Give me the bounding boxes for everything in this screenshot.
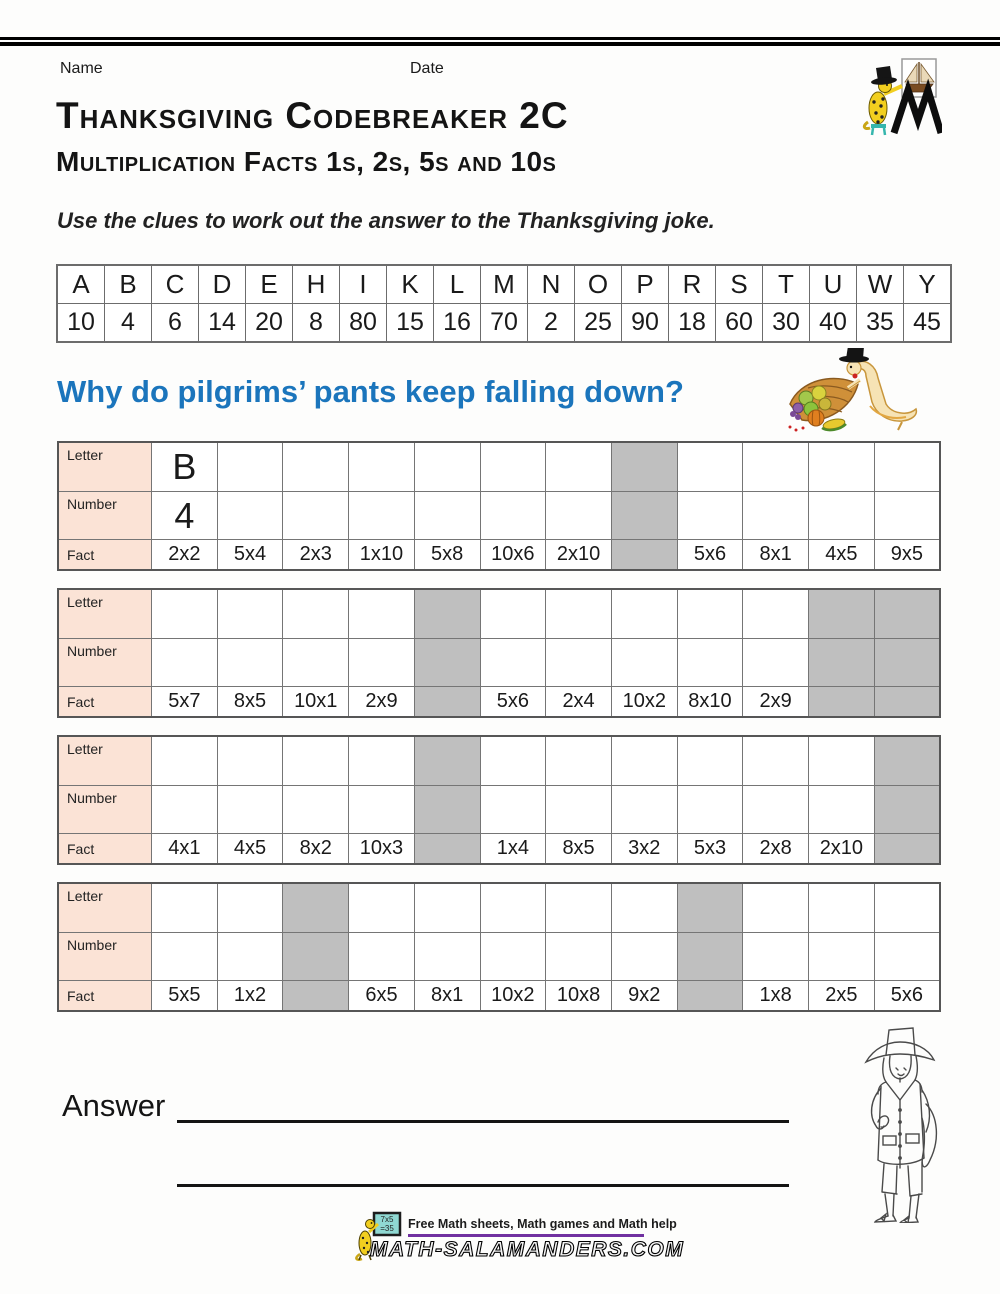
code-letter-cell: D <box>199 265 246 304</box>
code-number-cell: 18 <box>669 304 716 343</box>
row-label-fact: Fact <box>58 540 152 571</box>
grid-3-number-cell-2[interactable] <box>217 786 283 834</box>
code-letter-cell: S <box>716 265 763 304</box>
grid-3-fact-cell-8: 3x2 <box>611 834 677 865</box>
code-number-cell: 80 <box>340 304 387 343</box>
grid-4-fact-cell-5: 8x1 <box>414 981 480 1012</box>
answer-line-1[interactable] <box>177 1120 789 1123</box>
grid-4-number-cell-7[interactable] <box>546 933 612 981</box>
code-letter-cell: B <box>105 265 152 304</box>
grid-2-letter-cell-12 <box>874 589 940 639</box>
footer-brand <box>352 1208 685 1272</box>
row-label-number: Number <box>58 933 152 981</box>
grid-2-letter-cell-11 <box>809 589 875 639</box>
grid-2-number-cell-3[interactable] <box>283 639 349 687</box>
grid-2-number-cell-1[interactable] <box>152 639 218 687</box>
grid-2-fact-cell-10: 2x9 <box>743 687 809 718</box>
grid-1-number-cell-8 <box>611 492 677 540</box>
grid-3-number-cell-6[interactable] <box>480 786 546 834</box>
grid-1-letter-cell-10[interactable] <box>743 442 809 492</box>
code-number-cell: 25 <box>575 304 622 343</box>
grid-3-fact-cell-1: 4x1 <box>152 834 218 865</box>
grid-1-number-cell-7[interactable] <box>546 492 612 540</box>
code-letter-cell: O <box>575 265 622 304</box>
code-number-cell: 16 <box>434 304 481 343</box>
salamander-mayflower-logo-icon <box>858 56 942 136</box>
grid-3-letter-cell-2[interactable] <box>217 736 283 786</box>
grid-2-letter-cell-1[interactable] <box>152 589 218 639</box>
grid-2-letter-cell-7[interactable] <box>546 589 612 639</box>
grid-1-letter-cell-9[interactable] <box>677 442 743 492</box>
code-number-cell: 10 <box>57 304 105 343</box>
grid-1-fact-cell-8 <box>611 540 677 571</box>
grid-4-letter-cell-4[interactable] <box>349 883 415 933</box>
grid-2-letter-cell-2[interactable] <box>217 589 283 639</box>
grid-2-number-cell-6[interactable] <box>480 639 546 687</box>
grid-2-fact-cell-8: 10x2 <box>611 687 677 718</box>
answer-label: Answer <box>62 1088 166 1123</box>
grid-2-letter-cell-9[interactable] <box>677 589 743 639</box>
grid-3-letter-cell-6[interactable] <box>480 736 546 786</box>
row-label-letter: Letter <box>58 442 152 492</box>
grid-4-fact-cell-1: 5x5 <box>152 981 218 1012</box>
grid-2-fact-cell-5 <box>414 687 480 718</box>
grid-4-letter-cell-9 <box>677 883 743 933</box>
code-number-cell: 4 <box>105 304 152 343</box>
grid-1-letter-cell-2[interactable] <box>217 442 283 492</box>
code-number-cell: 20 <box>246 304 293 343</box>
grid-1-number-cell-12[interactable] <box>874 492 940 540</box>
grid-3-letter-cell-3[interactable] <box>283 736 349 786</box>
grid-1-letter-cell-12[interactable] <box>874 442 940 492</box>
footer-board-line2: =35 <box>380 1224 394 1233</box>
grid-2-letter-cell-3[interactable] <box>283 589 349 639</box>
grid-2-fact-cell-1: 5x7 <box>152 687 218 718</box>
grid-3-number-cell-8[interactable] <box>611 786 677 834</box>
grid-2-fact-cell-9: 8x10 <box>677 687 743 718</box>
code-letter-cell: E <box>246 265 293 304</box>
row-label-letter: Letter <box>58 883 152 933</box>
grid-1-fact-cell-3: 2x3 <box>283 540 349 571</box>
grid-1-number-cell-9[interactable] <box>677 492 743 540</box>
grid-4-number-cell-3 <box>283 933 349 981</box>
grid-2-number-cell-12 <box>874 639 940 687</box>
grid-3-fact-cell-6: 1x4 <box>480 834 546 865</box>
grid-1-fact-cell-6: 10x6 <box>480 540 546 571</box>
grid-2-number-cell-2[interactable] <box>217 639 283 687</box>
grid-1-number-cell-1: 4 <box>152 492 218 540</box>
grid-3-number-cell-3[interactable] <box>283 786 349 834</box>
worksheet-subtitle: Multiplication Facts 1s, 2s, 5s and 10s <box>56 146 557 177</box>
grid-1-letter-cell-3[interactable] <box>283 442 349 492</box>
grid-4-fact-cell-3 <box>283 981 349 1012</box>
answer-grid-4 <box>57 882 941 1012</box>
footer-board-line1: 7x5 <box>380 1215 394 1224</box>
answer-grid-1 <box>57 441 941 571</box>
footer-tagline: Free Math sheets, Math games and Math help <box>408 1217 677 1231</box>
grid-4-number-cell-6[interactable] <box>480 933 546 981</box>
grid-3-letter-cell-5 <box>414 736 480 786</box>
grid-4-fact-cell-4: 6x5 <box>349 981 415 1012</box>
grid-1-number-cell-4[interactable] <box>349 492 415 540</box>
grid-4-letter-cell-7[interactable] <box>546 883 612 933</box>
code-letter-cell: T <box>763 265 810 304</box>
grid-1-letter-cell-5[interactable] <box>414 442 480 492</box>
grid-3-fact-cell-3: 8x2 <box>283 834 349 865</box>
code-number-cell: 45 <box>904 304 952 343</box>
grid-3-number-cell-1[interactable] <box>152 786 218 834</box>
grid-3-letter-cell-8[interactable] <box>611 736 677 786</box>
row-label-letter: Letter <box>58 589 152 639</box>
grid-1-number-cell-2[interactable] <box>217 492 283 540</box>
grid-2-number-cell-10[interactable] <box>743 639 809 687</box>
grid-2-number-cell-8[interactable] <box>611 639 677 687</box>
code-letter-cell: N <box>528 265 575 304</box>
code-number-cell: 60 <box>716 304 763 343</box>
row-label-number: Number <box>58 639 152 687</box>
code-letter-cell: C <box>152 265 199 304</box>
code-letter-cell: Y <box>904 265 952 304</box>
grid-1-letter-cell-11[interactable] <box>809 442 875 492</box>
grid-1-fact-cell-11: 4x5 <box>809 540 875 571</box>
name-label: Name <box>60 60 103 77</box>
row-label-letter: Letter <box>58 736 152 786</box>
code-letter-cell: R <box>669 265 716 304</box>
grid-1-fact-cell-1: 2x2 <box>152 540 218 571</box>
grid-3-fact-cell-2: 4x5 <box>217 834 283 865</box>
code-number-cell: 70 <box>481 304 528 343</box>
grid-1-fact-cell-12: 9x5 <box>874 540 940 571</box>
grid-3-number-cell-12 <box>874 786 940 834</box>
grid-3-number-cell-5 <box>414 786 480 834</box>
grid-4-letter-cell-3 <box>283 883 349 933</box>
grid-3-fact-cell-12 <box>874 834 940 865</box>
grid-1-number-cell-6[interactable] <box>480 492 546 540</box>
worksheet-title: Thanksgiving Codebreaker 2C <box>56 95 569 136</box>
grid-1-fact-cell-4: 1x10 <box>349 540 415 571</box>
grid-2-number-cell-7[interactable] <box>546 639 612 687</box>
code-number-cell: 8 <box>293 304 340 343</box>
grid-4-number-cell-1[interactable] <box>152 933 218 981</box>
grid-4-fact-cell-10: 1x8 <box>743 981 809 1012</box>
grid-3-fact-cell-10: 2x8 <box>743 834 809 865</box>
code-letter-cell: H <box>293 265 340 304</box>
row-label-number: Number <box>58 786 152 834</box>
instruction-text: Use the clues to work out the answer to the Thanksgiving joke. <box>57 208 715 233</box>
grid-4-number-cell-5[interactable] <box>414 933 480 981</box>
grid-1-letter-cell-7[interactable] <box>546 442 612 492</box>
grid-1-fact-cell-7: 2x10 <box>546 540 612 571</box>
code-letter-cell: L <box>434 265 481 304</box>
grid-2-fact-cell-2: 8x5 <box>217 687 283 718</box>
grid-3-letter-cell-1[interactable] <box>152 736 218 786</box>
grid-1-letter-cell-6[interactable] <box>480 442 546 492</box>
code-letter-cell: A <box>57 265 105 304</box>
code-letter-cell: M <box>481 265 528 304</box>
grid-4-letter-cell-10[interactable] <box>743 883 809 933</box>
date-label: Date <box>410 60 444 77</box>
grid-1-letter-cell-4[interactable] <box>349 442 415 492</box>
code-number-cell: 15 <box>387 304 434 343</box>
grid-4-number-cell-11[interactable] <box>809 933 875 981</box>
grid-1-number-cell-10[interactable] <box>743 492 809 540</box>
grid-2-fact-cell-7: 2x4 <box>546 687 612 718</box>
grid-1-letter-cell-1: B <box>152 442 218 492</box>
grid-3-number-cell-9[interactable] <box>677 786 743 834</box>
grid-2-fact-cell-11 <box>809 687 875 718</box>
grid-3-number-cell-10[interactable] <box>743 786 809 834</box>
grid-3-fact-cell-11: 2x10 <box>809 834 875 865</box>
grid-3-fact-cell-4: 10x3 <box>349 834 415 865</box>
code-letter-cell: U <box>810 265 857 304</box>
grid-2-fact-cell-3: 10x1 <box>283 687 349 718</box>
grid-3-number-cell-11[interactable] <box>809 786 875 834</box>
grid-4-fact-cell-11: 2x5 <box>809 981 875 1012</box>
code-letter-cell: P <box>622 265 669 304</box>
grid-3-letter-cell-10[interactable] <box>743 736 809 786</box>
code-number-cell: 6 <box>152 304 199 343</box>
grid-1-number-cell-11[interactable] <box>809 492 875 540</box>
code-number-cell: 90 <box>622 304 669 343</box>
grid-3-letter-cell-11[interactable] <box>809 736 875 786</box>
grid-4-number-cell-9 <box>677 933 743 981</box>
grid-4-letter-cell-6[interactable] <box>480 883 546 933</box>
row-label-fact: Fact <box>58 834 152 865</box>
grid-2-letter-cell-6[interactable] <box>480 589 546 639</box>
grid-4-fact-cell-2: 1x2 <box>217 981 283 1012</box>
grid-4-fact-cell-6: 10x2 <box>480 981 546 1012</box>
answer-grid-2 <box>57 588 941 718</box>
code-letter-cell: I <box>340 265 387 304</box>
grid-2-letter-cell-4[interactable] <box>349 589 415 639</box>
code-letter-cell: W <box>857 265 904 304</box>
grid-2-fact-cell-4: 2x9 <box>349 687 415 718</box>
grid-2-fact-cell-6: 5x6 <box>480 687 546 718</box>
grid-4-fact-cell-7: 10x8 <box>546 981 612 1012</box>
grid-1-number-cell-5[interactable] <box>414 492 480 540</box>
code-letter-cell: K <box>387 265 434 304</box>
grid-2-fact-cell-12 <box>874 687 940 718</box>
answer-line-2[interactable] <box>177 1184 789 1187</box>
grid-2-letter-cell-10[interactable] <box>743 589 809 639</box>
grid-4-letter-cell-8[interactable] <box>611 883 677 933</box>
grid-3-number-cell-7[interactable] <box>546 786 612 834</box>
grid-4-number-cell-8[interactable] <box>611 933 677 981</box>
grid-2-number-cell-4[interactable] <box>349 639 415 687</box>
code-number-cell: 40 <box>810 304 857 343</box>
grid-3-fact-cell-7: 8x5 <box>546 834 612 865</box>
grid-3-letter-cell-7[interactable] <box>546 736 612 786</box>
grid-4-letter-cell-2[interactable] <box>217 883 283 933</box>
joke-question: Why do pilgrims’ pants keep falling down? <box>57 374 684 409</box>
grid-3-letter-cell-9[interactable] <box>677 736 743 786</box>
grid-1-fact-cell-2: 5x4 <box>217 540 283 571</box>
grid-3-fact-cell-9: 5x3 <box>677 834 743 865</box>
grid-2-letter-cell-5 <box>414 589 480 639</box>
grid-1-letter-cell-8 <box>611 442 677 492</box>
grid-4-fact-cell-8: 9x2 <box>611 981 677 1012</box>
grid-1-fact-cell-5: 5x8 <box>414 540 480 571</box>
grid-4-letter-cell-12[interactable] <box>874 883 940 933</box>
row-label-fact: Fact <box>58 981 152 1012</box>
grid-4-number-cell-4[interactable] <box>349 933 415 981</box>
grid-2-number-cell-5 <box>414 639 480 687</box>
code-number-cell: 35 <box>857 304 904 343</box>
grid-3-letter-cell-4[interactable] <box>349 736 415 786</box>
grid-4-number-cell-12[interactable] <box>874 933 940 981</box>
code-number-cell: 14 <box>199 304 246 343</box>
answer-grid-3 <box>57 735 941 865</box>
grid-4-letter-cell-11[interactable] <box>809 883 875 933</box>
row-label-fact: Fact <box>58 687 152 718</box>
grid-1-fact-cell-10: 8x1 <box>743 540 809 571</box>
grid-3-number-cell-4[interactable] <box>349 786 415 834</box>
footer-site-name: MATH-SALAMANDERS.COM <box>370 1238 685 1261</box>
grid-4-letter-cell-1[interactable] <box>152 883 218 933</box>
cornucopia-salamander-icon <box>778 348 923 434</box>
grid-2-letter-cell-8[interactable] <box>611 589 677 639</box>
grid-4-letter-cell-5[interactable] <box>414 883 480 933</box>
row-label-number: Number <box>58 492 152 540</box>
grid-4-number-cell-2[interactable] <box>217 933 283 981</box>
grid-3-fact-cell-5 <box>414 834 480 865</box>
code-number-cell: 2 <box>528 304 575 343</box>
code-number-cell: 30 <box>763 304 810 343</box>
grid-2-number-cell-11 <box>809 639 875 687</box>
grid-4-fact-cell-9 <box>677 981 743 1012</box>
footer-purple-rule <box>408 1234 644 1237</box>
grid-1-fact-cell-9: 5x6 <box>677 540 743 571</box>
grid-1-number-cell-3[interactable] <box>283 492 349 540</box>
grid-4-fact-cell-12: 5x6 <box>874 981 940 1012</box>
grid-2-number-cell-9[interactable] <box>677 639 743 687</box>
pilgrim-man-illustration <box>848 1018 956 1223</box>
top-divider-bar <box>0 37 1000 46</box>
grid-4-number-cell-10[interactable] <box>743 933 809 981</box>
grid-3-letter-cell-12 <box>874 736 940 786</box>
letter-code-table <box>56 264 952 343</box>
